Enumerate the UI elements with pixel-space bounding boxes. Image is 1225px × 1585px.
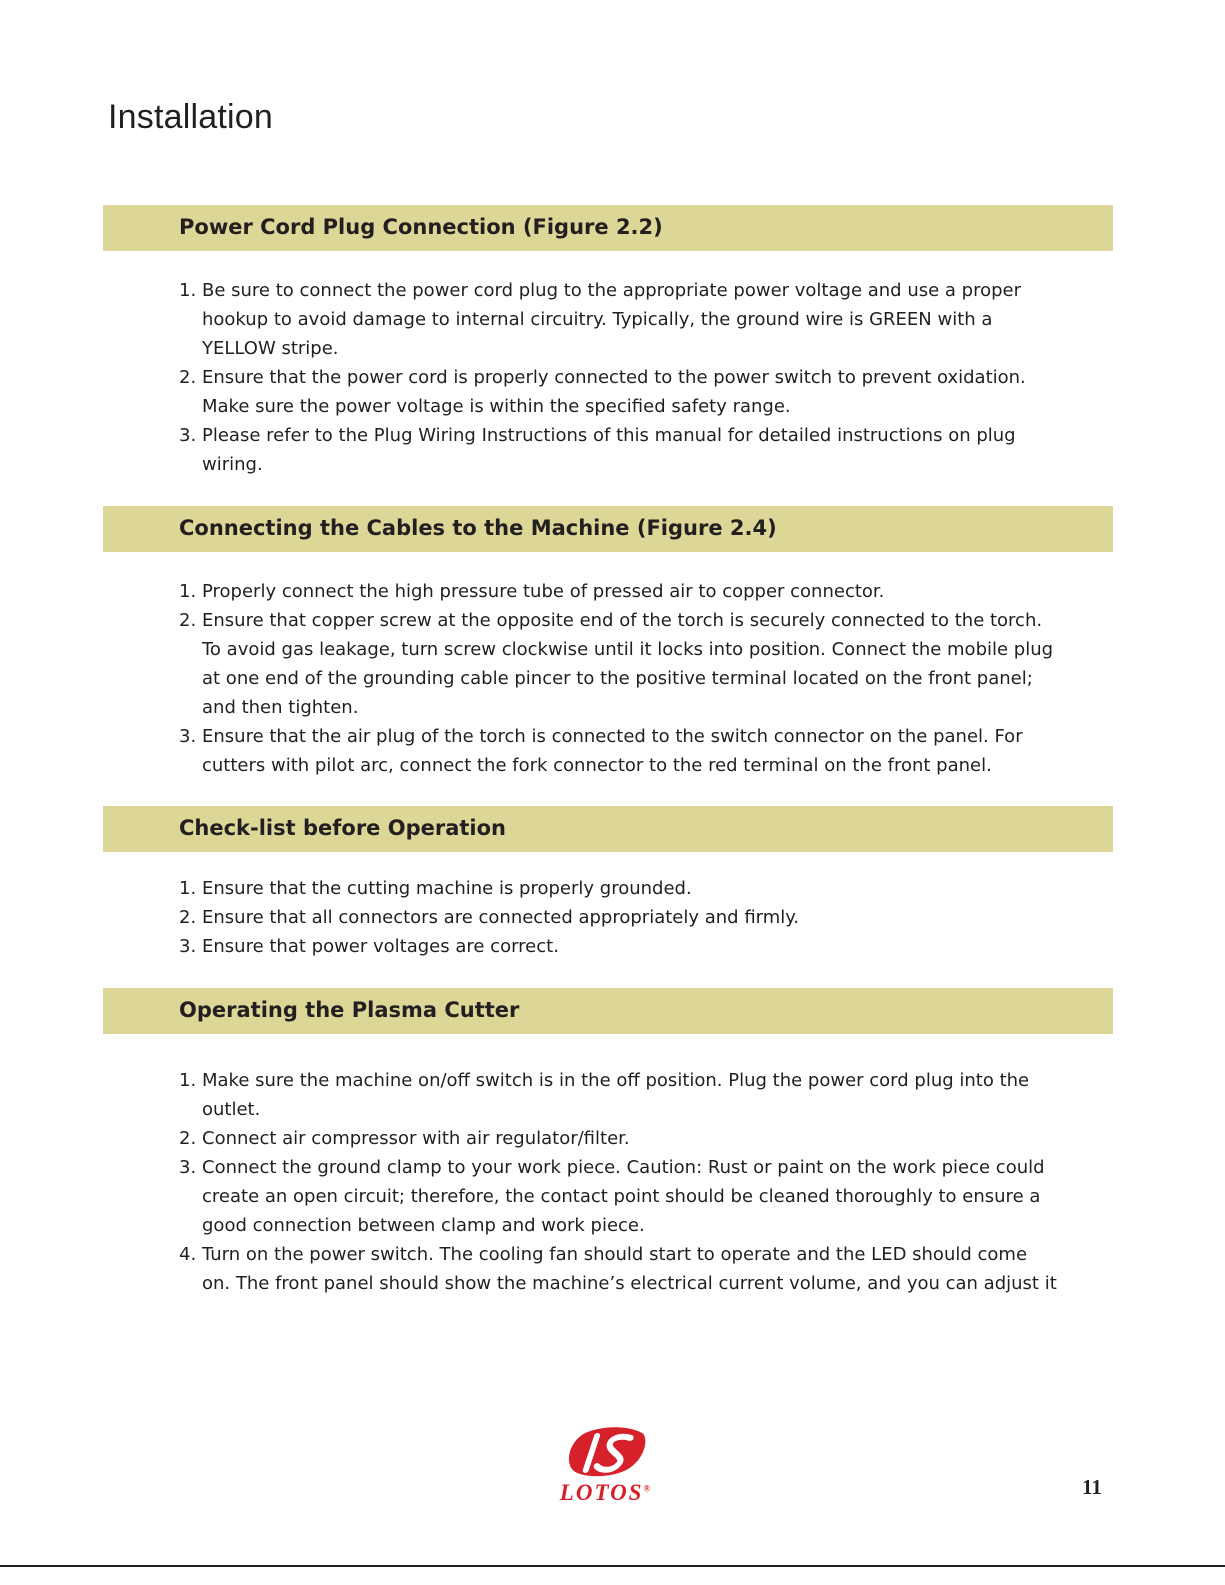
list-item xyxy=(179,932,1114,961)
list-item xyxy=(179,874,1114,903)
step-text: Ensure that copper screw at the opposite end of the torch is securely connected to the torch. To avoid gas leakage, turn screw clockwise until it locks into position. Connect the mobile plug at one end of the grounding cable pincer to the positive terminal located on the front panel; and then tighten. xyxy=(202,610,1054,718)
list-item xyxy=(179,722,1114,780)
step-number: 4. xyxy=(179,1244,197,1265)
section-header-power-cord xyxy=(103,205,1113,251)
list-item xyxy=(179,276,1114,363)
section-heading: Check-list before Operation xyxy=(179,816,506,840)
list-item xyxy=(179,363,1114,421)
step-text: Ensure that the air plug of the torch is connected to the switch connector on the panel. For cutters with pilot arc, connect the fork connector to the red terminal on the front panel. xyxy=(202,726,1023,776)
steps-list-checklist xyxy=(179,874,1114,961)
step-number: 2. xyxy=(179,1128,197,1149)
page-number: 11 xyxy=(1082,1475,1102,1499)
step-number: 3. xyxy=(179,1157,197,1178)
list-item xyxy=(179,1240,1114,1298)
step-text: Make sure the machine on/off switch is in the off position. Plug the power cord plug into the outlet. xyxy=(202,1070,1030,1120)
step-number: 2. xyxy=(179,367,197,388)
list-item xyxy=(179,577,1114,606)
list-item xyxy=(179,1153,1114,1240)
lotos-ls-logo-icon xyxy=(546,1418,666,1480)
step-text: Properly connect the high pressure tube of pressed air to copper connector. xyxy=(202,581,885,602)
steps-list-power-cord xyxy=(179,276,1114,479)
step-number: 2. xyxy=(179,907,197,928)
list-item xyxy=(179,606,1114,722)
step-text: Be sure to connect the power cord plug to the appropriate power voltage and use a proper hookup to avoid damage to internal circuitry. Typically, the ground wire is GREEN with a YELLOW stripe. xyxy=(202,280,1021,359)
step-number: 3. xyxy=(179,425,197,446)
section-header-connecting-cables xyxy=(103,506,1113,552)
step-number: 1. xyxy=(179,280,197,301)
section-heading: Operating the Plasma Cutter xyxy=(179,998,520,1022)
step-number: 3. xyxy=(179,726,197,747)
step-text: Connect the ground clamp to your work piece. Caution: Rust or paint on the work piece could create an open circuit; therefore, the contact point should be cleaned thoroughly to ensure a good connection between clamp and work piece. xyxy=(202,1157,1045,1236)
section-heading: Connecting the Cables to the Machine (Figure 2.4) xyxy=(179,516,777,540)
list-item xyxy=(179,1124,1114,1153)
lotos-logo xyxy=(546,1418,666,1508)
section-heading: Power Cord Plug Connection (Figure 2.2) xyxy=(179,215,663,239)
step-text: Ensure that the cutting machine is properly grounded. xyxy=(202,878,692,899)
step-number: 1. xyxy=(179,1070,197,1091)
page-title: Installation xyxy=(108,98,273,136)
list-item xyxy=(179,1066,1114,1124)
list-item xyxy=(179,421,1114,479)
bottom-rule xyxy=(0,1565,1225,1567)
step-text: Turn on the power switch. The cooling fan should start to operate and the LED should come on. The front panel should show the machine’s electrical current volume, and you can adjust it xyxy=(202,1244,1057,1294)
step-text: Ensure that power voltages are correct. xyxy=(202,936,559,957)
list-item xyxy=(179,903,1114,932)
steps-list-operating xyxy=(179,1066,1114,1298)
step-number: 3. xyxy=(179,936,197,957)
step-text: Connect air compressor with air regulator/filter. xyxy=(202,1128,630,1149)
steps-list-connecting-cables xyxy=(179,577,1114,780)
step-text: Ensure that all connectors are connected appropriately and firmly. xyxy=(202,907,800,928)
section-header-checklist xyxy=(103,806,1113,852)
brand-wordmark: LOTOS® xyxy=(559,1480,653,1505)
step-number: 1. xyxy=(179,878,197,899)
step-text: Please refer to the Plug Wiring Instructions of this manual for detailed instructions on plug wiring. xyxy=(202,425,1016,475)
section-header-operating xyxy=(103,988,1113,1034)
step-text: Ensure that the power cord is properly connected to the power switch to prevent oxidation. Make sure the power voltage is within the specified safety range. xyxy=(202,367,1026,417)
step-number: 1. xyxy=(179,581,197,602)
step-number: 2. xyxy=(179,610,197,631)
